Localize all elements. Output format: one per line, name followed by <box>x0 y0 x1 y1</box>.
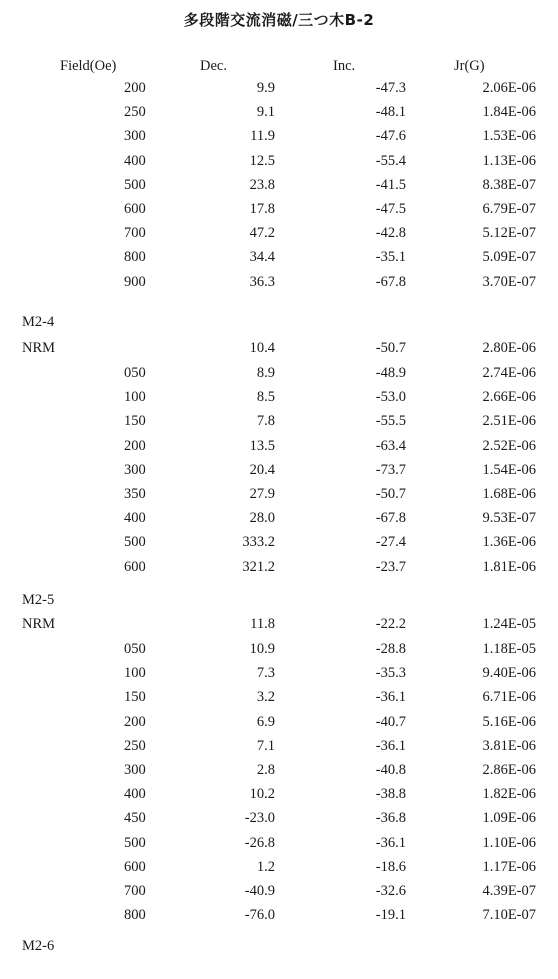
cell-inc: -41.5 <box>375 176 406 193</box>
cell-field: 300 <box>124 128 146 145</box>
page-title: 多段階交流消磁/三つ木B-2 <box>183 11 375 29</box>
cell-field: 350 <box>124 486 146 502</box>
cell-field: 250 <box>124 104 146 121</box>
cell-dec: 6.9 <box>256 713 275 730</box>
cell-dec: 27.9 <box>249 486 275 502</box>
cell-field: 500 <box>124 176 146 193</box>
cell-inc: -28.8 <box>375 641 406 657</box>
cell-dec: -76.0 <box>244 907 275 924</box>
cell-inc: -23.7 <box>375 558 406 575</box>
cell-inc: -50.7 <box>375 486 406 502</box>
table-row <box>0 762 558 782</box>
cell-inc: -38.8 <box>375 786 406 803</box>
cell-inc: -40.7 <box>375 713 406 730</box>
cell-jr: 9.53E-07 <box>482 510 536 527</box>
cell-jr: 1.10E-06 <box>482 834 536 851</box>
table-row <box>0 810 558 830</box>
cell-jr: 1.53E-06 <box>482 128 536 145</box>
cell-field: 700 <box>124 225 146 242</box>
cell-jr: 2.74E-06 <box>482 365 536 381</box>
cell-dec: -40.9 <box>244 883 275 899</box>
cell-jr: 2.86E-06 <box>482 762 536 778</box>
cell-jr: 1.82E-06 <box>482 786 536 803</box>
cell-field: 800 <box>124 907 146 924</box>
cell-dec: 321.2 <box>242 558 275 575</box>
table-row <box>0 534 558 554</box>
cell-dec: 1.2 <box>256 858 275 875</box>
cell-field: 800 <box>124 249 146 266</box>
cell-jr: 2.51E-06 <box>482 413 536 430</box>
cell-field: 500 <box>124 834 146 851</box>
cell-inc: -42.8 <box>375 225 406 242</box>
cell-dec: 333.2 <box>242 534 275 551</box>
table-row <box>0 365 558 385</box>
table-row <box>0 153 558 173</box>
cell-inc: -67.8 <box>375 273 406 290</box>
cell-jr: 1.09E-06 <box>482 810 536 827</box>
cell-dec: 36.3 <box>249 273 275 290</box>
table-row <box>0 104 558 124</box>
column-header-inc: Inc. <box>333 58 356 74</box>
table-row <box>0 883 558 903</box>
cell-field: 150 <box>124 689 146 706</box>
cell-field: 200 <box>124 713 146 730</box>
cell-inc: -27.4 <box>375 534 406 551</box>
section-label-m2-6: M2-6 <box>22 938 55 954</box>
table-row <box>0 225 558 245</box>
cell-jr: 5.12E-07 <box>482 225 536 242</box>
section-label-m2-5: M2-5 <box>22 592 55 608</box>
column-header-jr: Jr(G) <box>454 58 485 74</box>
cell-dec: 11.9 <box>250 128 275 145</box>
table-row <box>0 249 558 269</box>
table-row <box>0 835 558 855</box>
cell-dec: 13.5 <box>249 437 275 454</box>
cell-jr: 7.10E-07 <box>482 907 536 924</box>
cell-dec: 2.8 <box>256 762 275 778</box>
cell-dec: 17.8 <box>249 201 275 217</box>
table-row <box>0 413 558 433</box>
section-label-m2-4: M2-4 <box>22 314 55 330</box>
cell-inc: -36.1 <box>375 689 406 706</box>
cell-dec: 12.5 <box>249 152 275 169</box>
cell-field: 400 <box>124 786 146 803</box>
table-row <box>0 201 558 221</box>
cell-jr: 8.38E-07 <box>482 176 536 193</box>
cell-inc: -35.1 <box>375 249 406 266</box>
table-row <box>0 486 558 506</box>
table-row <box>0 462 558 482</box>
table-row <box>0 665 558 685</box>
cell-dec: 11.8 <box>250 616 275 632</box>
table-row <box>0 641 558 661</box>
cell-inc: -35.3 <box>375 665 406 682</box>
table-row-nrm <box>0 340 558 360</box>
cell-jr: 6.79E-07 <box>482 201 536 217</box>
cell-jr: 4.39E-07 <box>482 883 536 899</box>
table-row <box>0 907 558 927</box>
table-row <box>0 714 558 734</box>
table-row <box>0 738 558 758</box>
cell-dec: 8.9 <box>256 365 275 381</box>
cell-dec: -23.0 <box>244 810 275 827</box>
cell-dec: 7.8 <box>256 413 275 430</box>
column-header-field: Field(Oe) <box>60 58 117 74</box>
cell-jr: 2.66E-06 <box>482 389 536 406</box>
cell-dec: 10.4 <box>249 340 275 356</box>
row-label-nrm: NRM <box>22 616 56 632</box>
cell-field: 300 <box>124 762 146 778</box>
cell-jr: 1.68E-06 <box>482 486 536 502</box>
cell-jr: 2.52E-06 <box>482 437 536 454</box>
cell-field: 400 <box>124 152 146 169</box>
cell-inc: -36.1 <box>375 737 406 754</box>
cell-dec: 20.4 <box>249 461 275 478</box>
cell-jr: 5.09E-07 <box>482 249 536 266</box>
cell-dec: 28.0 <box>249 510 275 527</box>
cell-dec: 7.1 <box>256 737 275 754</box>
cell-jr: 1.36E-06 <box>482 534 536 551</box>
table-row <box>0 438 558 458</box>
cell-inc: -32.6 <box>375 883 406 899</box>
cell-inc: -36.1 <box>375 834 406 851</box>
cell-jr: 1.54E-06 <box>482 461 536 478</box>
cell-field: 400 <box>124 510 146 527</box>
table-row <box>0 510 558 530</box>
cell-field: 450 <box>124 810 146 827</box>
table-row <box>0 177 558 197</box>
cell-dec: 8.5 <box>256 389 275 406</box>
cell-dec: 47.2 <box>249 225 275 242</box>
table-row <box>0 274 558 294</box>
cell-inc: -67.8 <box>375 510 406 527</box>
cell-jr: 1.84E-06 <box>482 104 536 121</box>
cell-inc: -55.4 <box>375 152 406 169</box>
cell-inc: -50.7 <box>375 340 406 356</box>
cell-inc: -63.4 <box>375 437 406 454</box>
cell-dec: -26.8 <box>244 834 275 851</box>
cell-field: 050 <box>124 641 146 657</box>
cell-field: 500 <box>124 534 146 551</box>
cell-jr: 1.13E-06 <box>482 152 536 169</box>
cell-inc: -48.9 <box>375 365 406 381</box>
cell-dec: 9.1 <box>256 104 275 121</box>
cell-field: 300 <box>124 461 146 478</box>
cell-jr: 1.17E-06 <box>482 858 536 875</box>
cell-field: 900 <box>124 273 146 290</box>
cell-dec: 23.8 <box>249 176 275 193</box>
cell-field: 150 <box>124 413 146 430</box>
table-row <box>0 128 558 148</box>
cell-jr: 1.24E-05 <box>482 616 536 632</box>
cell-jr: 2.80E-06 <box>482 340 536 356</box>
table-row <box>0 559 558 579</box>
cell-inc: -55.5 <box>375 413 406 430</box>
table-row <box>0 80 558 100</box>
cell-dec: 9.9 <box>256 80 275 96</box>
table-row <box>0 786 558 806</box>
cell-inc: -47.3 <box>375 80 406 96</box>
cell-jr: 1.18E-05 <box>482 641 536 657</box>
cell-inc: -73.7 <box>375 461 406 478</box>
table-row <box>0 859 558 879</box>
cell-field: 200 <box>124 80 146 96</box>
cell-jr: 6.71E-06 <box>482 689 536 706</box>
cell-dec: 7.3 <box>256 665 275 682</box>
cell-jr: 5.16E-06 <box>482 713 536 730</box>
cell-field: 600 <box>124 201 146 217</box>
cell-dec: 10.2 <box>249 786 275 803</box>
table-row <box>0 689 558 709</box>
cell-inc: -47.5 <box>375 201 406 217</box>
cell-inc: -19.1 <box>375 907 406 924</box>
cell-inc: -48.1 <box>375 104 406 121</box>
cell-dec: 34.4 <box>249 249 275 266</box>
cell-field: 050 <box>124 365 146 381</box>
cell-field: 600 <box>124 858 146 875</box>
cell-jr: 9.40E-06 <box>482 665 536 682</box>
cell-inc: -22.2 <box>375 616 406 632</box>
cell-jr: 2.06E-06 <box>482 80 536 96</box>
cell-jr: 3.70E-07 <box>482 273 536 290</box>
cell-dec: 3.2 <box>256 689 275 706</box>
cell-inc: -40.8 <box>375 762 406 778</box>
cell-field: 200 <box>124 437 146 454</box>
cell-field: 100 <box>124 389 146 406</box>
cell-inc: -47.6 <box>375 128 406 145</box>
cell-field: 100 <box>124 665 146 682</box>
table-row <box>0 389 558 409</box>
cell-field: 600 <box>124 558 146 575</box>
row-label-nrm: NRM <box>22 340 56 356</box>
cell-inc: -53.0 <box>375 389 406 406</box>
cell-field: 250 <box>124 737 146 754</box>
column-header-dec: Dec. <box>200 58 227 74</box>
cell-inc: -36.8 <box>375 810 406 827</box>
cell-inc: -18.6 <box>375 858 406 875</box>
cell-dec: 10.9 <box>249 641 275 657</box>
cell-field: 700 <box>124 883 146 899</box>
cell-jr: 1.81E-06 <box>482 558 536 575</box>
table-row-nrm <box>0 616 558 636</box>
cell-jr: 3.81E-06 <box>482 737 536 754</box>
